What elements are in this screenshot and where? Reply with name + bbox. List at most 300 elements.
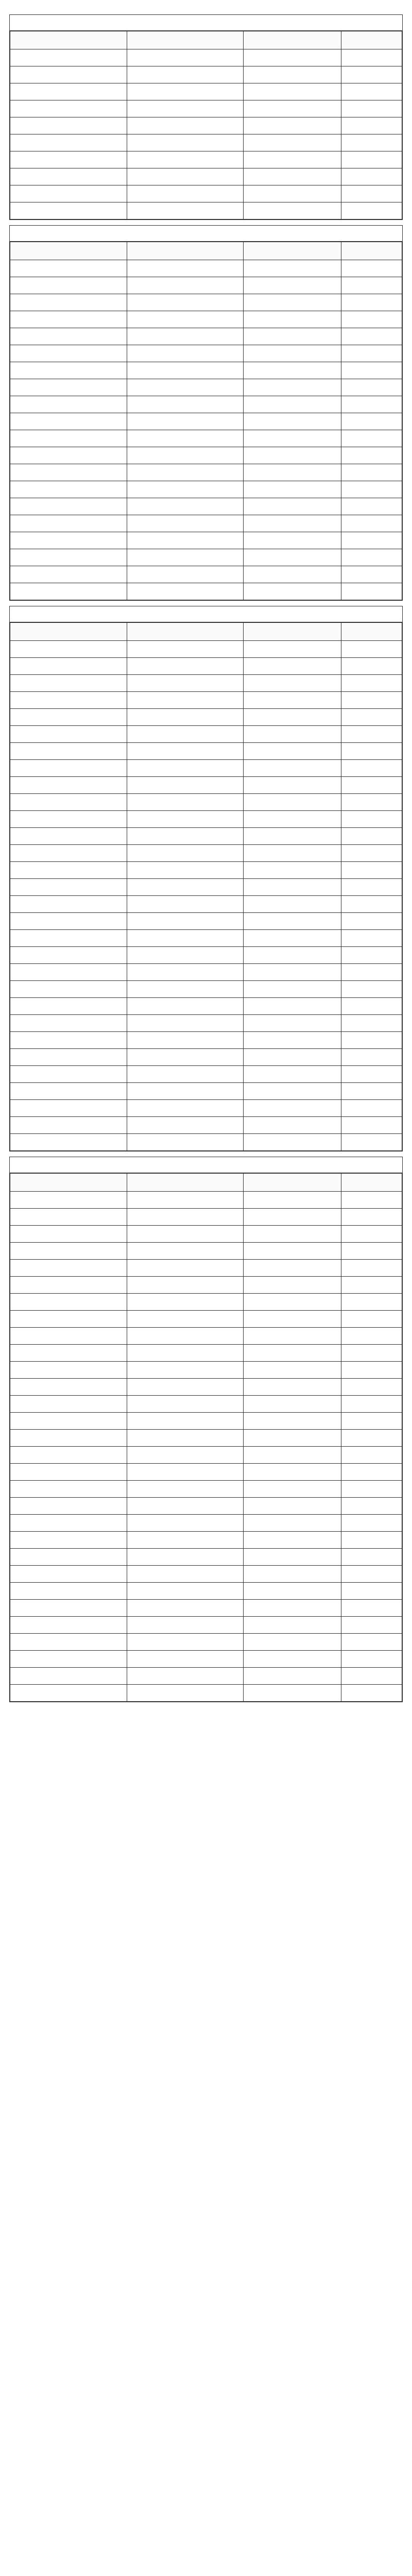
cell-student — [127, 641, 244, 658]
cell-work — [10, 202, 127, 219]
cell-student — [127, 1345, 244, 1362]
cell-student — [127, 1015, 244, 1032]
table-row — [10, 430, 402, 447]
cell-teacher — [341, 1379, 402, 1396]
cell-school — [244, 1345, 341, 1362]
cell-work — [10, 1549, 127, 1566]
table-row — [10, 379, 402, 396]
cell-school — [244, 1379, 341, 1396]
cell-student — [127, 311, 244, 328]
cell-student — [127, 260, 244, 277]
table-row — [10, 1379, 402, 1396]
cell-teacher — [341, 202, 402, 219]
cell-school — [244, 726, 341, 743]
cell-work — [10, 1260, 127, 1277]
cell-work — [10, 811, 127, 828]
cell-school — [244, 1396, 341, 1413]
cell-teacher — [341, 879, 402, 896]
cell-teacher — [341, 1277, 402, 1294]
cell-teacher — [341, 447, 402, 464]
cell-teacher — [341, 1549, 402, 1566]
cell-school — [244, 794, 341, 811]
cell-work — [10, 1532, 127, 1549]
cell-school — [244, 1066, 341, 1083]
cell-student — [127, 277, 244, 294]
cell-work — [10, 1015, 127, 1032]
table-row — [10, 1345, 402, 1362]
table-row — [10, 862, 402, 879]
cell-student — [127, 760, 244, 777]
cell-school — [244, 1117, 341, 1134]
table-row — [10, 1413, 402, 1430]
cell-teacher — [341, 100, 402, 117]
cell-school — [244, 658, 341, 675]
cell-student — [127, 1430, 244, 1447]
cell-teacher — [341, 464, 402, 481]
cell-teacher — [341, 760, 402, 777]
cell-teacher — [341, 481, 402, 498]
cell-school — [244, 913, 341, 930]
table-row — [10, 413, 402, 430]
column-header-school — [244, 1174, 341, 1192]
cell-student — [127, 1464, 244, 1481]
table-row — [10, 1032, 402, 1049]
cell-work — [10, 675, 127, 692]
cell-school — [244, 641, 341, 658]
cell-work — [10, 1481, 127, 1498]
cell-student — [127, 692, 244, 709]
cell-student — [127, 1379, 244, 1396]
cell-student — [127, 1532, 244, 1549]
cell-teacher — [341, 379, 402, 396]
cell-teacher — [341, 794, 402, 811]
cell-student — [127, 1396, 244, 1413]
cell-school — [244, 260, 341, 277]
cell-school — [244, 1413, 341, 1430]
cell-work — [10, 413, 127, 430]
cell-work — [10, 117, 127, 134]
table-row — [10, 1617, 402, 1634]
cell-teacher — [341, 1583, 402, 1600]
table-row — [10, 583, 402, 600]
cell-teacher — [341, 1668, 402, 1685]
cell-student — [127, 1617, 244, 1634]
cell-teacher — [341, 1294, 402, 1311]
cell-school — [244, 1294, 341, 1311]
cell-work — [10, 913, 127, 930]
table-row — [10, 1498, 402, 1515]
cell-school — [244, 930, 341, 947]
cell-work — [10, 328, 127, 345]
cell-school — [244, 117, 341, 134]
cell-student — [127, 1328, 244, 1345]
cell-work — [10, 1049, 127, 1066]
cell-student — [127, 1277, 244, 1294]
cell-school — [244, 1311, 341, 1328]
award-section — [9, 1157, 403, 1702]
cell-student — [127, 998, 244, 1015]
cell-school — [244, 396, 341, 413]
award-table — [10, 242, 402, 600]
table-row — [10, 1117, 402, 1134]
cell-teacher — [341, 1464, 402, 1481]
cell-school — [244, 277, 341, 294]
cell-work — [10, 1311, 127, 1328]
column-header-student — [127, 31, 244, 49]
table-row — [10, 83, 402, 100]
cell-school — [244, 1015, 341, 1032]
cell-work — [10, 743, 127, 760]
cell-teacher — [341, 1362, 402, 1379]
cell-student — [127, 134, 244, 151]
cell-school — [244, 981, 341, 998]
cell-teacher — [341, 345, 402, 362]
cell-student — [127, 964, 244, 981]
cell-teacher — [341, 1260, 402, 1277]
cell-work — [10, 464, 127, 481]
cell-school — [244, 1100, 341, 1117]
cell-student — [127, 675, 244, 692]
table-row — [10, 1100, 402, 1117]
cell-school — [244, 362, 341, 379]
cell-work — [10, 583, 127, 600]
cell-student — [127, 1032, 244, 1049]
cell-student — [127, 1243, 244, 1260]
cell-work — [10, 498, 127, 515]
cell-teacher — [341, 1032, 402, 1049]
cell-teacher — [341, 1083, 402, 1100]
cell-student — [127, 345, 244, 362]
cell-work — [10, 447, 127, 464]
table-header-row — [10, 623, 402, 641]
table-row — [10, 1226, 402, 1243]
cell-school — [244, 862, 341, 879]
cell-school — [244, 481, 341, 498]
table-row — [10, 117, 402, 134]
cell-school — [244, 1532, 341, 1549]
cell-work — [10, 947, 127, 964]
cell-work — [10, 709, 127, 726]
cell-teacher — [341, 498, 402, 515]
cell-school — [244, 1032, 341, 1049]
cell-school — [244, 1481, 341, 1498]
cell-work — [10, 1345, 127, 1362]
cell-teacher — [341, 828, 402, 845]
cell-student — [127, 66, 244, 83]
cell-teacher — [341, 981, 402, 998]
cell-work — [10, 481, 127, 498]
cell-student — [127, 1651, 244, 1668]
column-header-student — [127, 242, 244, 260]
cell-school — [244, 1651, 341, 1668]
cell-teacher — [341, 396, 402, 413]
cell-student — [127, 1498, 244, 1515]
section-title — [10, 226, 402, 242]
cell-student — [127, 1134, 244, 1151]
cell-school — [244, 202, 341, 219]
cell-school — [244, 83, 341, 100]
cell-school — [244, 311, 341, 328]
cell-work — [10, 1685, 127, 1702]
cell-work — [10, 964, 127, 981]
cell-work — [10, 1498, 127, 1515]
table-row — [10, 1600, 402, 1617]
cell-school — [244, 1685, 341, 1702]
cell-student — [127, 1260, 244, 1277]
cell-school — [244, 1566, 341, 1583]
cell-work — [10, 1066, 127, 1083]
cell-student — [127, 1566, 244, 1583]
cell-teacher — [341, 66, 402, 83]
cell-student — [127, 1192, 244, 1209]
cell-work — [10, 1100, 127, 1117]
table-row — [10, 1464, 402, 1481]
table-row — [10, 66, 402, 83]
cell-work — [10, 1651, 127, 1668]
cell-work — [10, 345, 127, 362]
cell-work — [10, 185, 127, 202]
cell-work — [10, 549, 127, 566]
cell-school — [244, 1668, 341, 1685]
cell-school — [244, 743, 341, 760]
cell-school — [244, 294, 341, 311]
cell-teacher — [341, 277, 402, 294]
cell-student — [127, 1583, 244, 1600]
cell-student — [127, 168, 244, 185]
cell-work — [10, 151, 127, 168]
cell-school — [244, 1464, 341, 1481]
cell-school — [244, 692, 341, 709]
table-row — [10, 1362, 402, 1379]
cell-student — [127, 1515, 244, 1532]
table-row — [10, 709, 402, 726]
table-row — [10, 1515, 402, 1532]
column-header-student — [127, 623, 244, 641]
cell-work — [10, 1464, 127, 1481]
cell-teacher — [341, 430, 402, 447]
cell-student — [127, 1447, 244, 1464]
cell-teacher — [341, 1617, 402, 1634]
cell-student — [127, 1226, 244, 1243]
cell-teacher — [341, 811, 402, 828]
cell-student — [127, 947, 244, 964]
cell-work — [10, 294, 127, 311]
cell-school — [244, 1600, 341, 1617]
table-row — [10, 726, 402, 743]
cell-student — [127, 464, 244, 481]
cell-teacher — [341, 709, 402, 726]
cell-teacher — [341, 1345, 402, 1362]
cell-school — [244, 1634, 341, 1651]
award-section — [9, 225, 403, 601]
column-header-work — [10, 31, 127, 49]
table-row — [10, 1549, 402, 1566]
cell-school — [244, 379, 341, 396]
table-row — [10, 845, 402, 862]
cell-teacher — [341, 1192, 402, 1209]
table-row — [10, 1651, 402, 1668]
table-row — [10, 1668, 402, 1685]
cell-teacher — [341, 896, 402, 913]
cell-work — [10, 311, 127, 328]
cell-student — [127, 532, 244, 549]
cell-student — [127, 100, 244, 117]
cell-student — [127, 913, 244, 930]
cell-school — [244, 1049, 341, 1066]
column-header-work — [10, 1174, 127, 1192]
cell-student — [127, 1311, 244, 1328]
cell-student — [127, 151, 244, 168]
cell-student — [127, 709, 244, 726]
award-sections — [9, 14, 403, 1702]
column-header-teacher — [341, 623, 402, 641]
cell-school — [244, 1243, 341, 1260]
cell-work — [10, 726, 127, 743]
column-header-school — [244, 31, 341, 49]
cell-teacher — [341, 1685, 402, 1702]
section-title — [10, 15, 402, 31]
cell-school — [244, 515, 341, 532]
cell-teacher — [341, 294, 402, 311]
cell-school — [244, 1277, 341, 1294]
cell-student — [127, 549, 244, 566]
cell-teacher — [341, 311, 402, 328]
table-row — [10, 532, 402, 549]
award-section — [9, 14, 403, 220]
table-row — [10, 1066, 402, 1083]
cell-teacher — [341, 1049, 402, 1066]
cell-teacher — [341, 998, 402, 1015]
table-row — [10, 675, 402, 692]
cell-school — [244, 151, 341, 168]
cell-work — [10, 1447, 127, 1464]
cell-school — [244, 811, 341, 828]
cell-work — [10, 1083, 127, 1100]
cell-student — [127, 1117, 244, 1134]
table-row — [10, 481, 402, 498]
cell-work — [10, 1277, 127, 1294]
cell-work — [10, 1294, 127, 1311]
cell-school — [244, 1209, 341, 1226]
table-row — [10, 1532, 402, 1549]
cell-work — [10, 1566, 127, 1583]
table-row — [10, 641, 402, 658]
cell-work — [10, 1209, 127, 1226]
cell-work — [10, 896, 127, 913]
column-header-teacher — [341, 242, 402, 260]
cell-work — [10, 1243, 127, 1260]
cell-school — [244, 845, 341, 862]
cell-student — [127, 828, 244, 845]
cell-school — [244, 1134, 341, 1151]
cell-work — [10, 1379, 127, 1396]
table-row — [10, 1481, 402, 1498]
cell-school — [244, 1498, 341, 1515]
cell-teacher — [341, 532, 402, 549]
cell-school — [244, 532, 341, 549]
table-row — [10, 1447, 402, 1464]
table-row — [10, 1260, 402, 1277]
cell-teacher — [341, 1396, 402, 1413]
cell-teacher — [341, 692, 402, 709]
cell-school — [244, 583, 341, 600]
cell-work — [10, 168, 127, 185]
cell-teacher — [341, 658, 402, 675]
cell-teacher — [341, 515, 402, 532]
cell-work — [10, 862, 127, 879]
cell-teacher — [341, 566, 402, 583]
cell-teacher — [341, 726, 402, 743]
table-row — [10, 743, 402, 760]
cell-work — [10, 1362, 127, 1379]
table-row — [10, 760, 402, 777]
cell-teacher — [341, 1134, 402, 1151]
cell-teacher — [341, 777, 402, 794]
cell-student — [127, 49, 244, 66]
table-row — [10, 151, 402, 168]
cell-teacher — [341, 1311, 402, 1328]
table-row — [10, 1328, 402, 1345]
table-row — [10, 328, 402, 345]
cell-teacher — [341, 362, 402, 379]
cell-work — [10, 66, 127, 83]
cell-school — [244, 1447, 341, 1464]
cell-school — [244, 709, 341, 726]
cell-work — [10, 1032, 127, 1049]
cell-work — [10, 1668, 127, 1685]
cell-teacher — [341, 1651, 402, 1668]
award-table — [10, 622, 402, 1151]
cell-teacher — [341, 641, 402, 658]
cell-teacher — [341, 583, 402, 600]
cell-school — [244, 1192, 341, 1209]
column-header-school — [244, 623, 341, 641]
cell-teacher — [341, 947, 402, 964]
cell-teacher — [341, 1532, 402, 1549]
cell-work — [10, 134, 127, 151]
cell-student — [127, 328, 244, 345]
table-row — [10, 913, 402, 930]
column-header-work — [10, 623, 127, 641]
column-header-teacher — [341, 31, 402, 49]
cell-student — [127, 1413, 244, 1430]
cell-teacher — [341, 964, 402, 981]
section-title — [10, 1157, 402, 1173]
table-row — [10, 362, 402, 379]
cell-teacher — [341, 117, 402, 134]
cell-student — [127, 1209, 244, 1226]
table-row — [10, 515, 402, 532]
table-row — [10, 828, 402, 845]
cell-school — [244, 1328, 341, 1345]
cell-work — [10, 692, 127, 709]
cell-school — [244, 828, 341, 845]
table-row — [10, 981, 402, 998]
table-row — [10, 777, 402, 794]
table-row — [10, 896, 402, 913]
cell-work — [10, 828, 127, 845]
cell-work — [10, 641, 127, 658]
cell-teacher — [341, 1015, 402, 1032]
cell-teacher — [341, 1117, 402, 1134]
cell-school — [244, 66, 341, 83]
cell-school — [244, 1617, 341, 1634]
cell-work — [10, 794, 127, 811]
cell-student — [127, 981, 244, 998]
cell-teacher — [341, 134, 402, 151]
cell-work — [10, 981, 127, 998]
cell-work — [10, 532, 127, 549]
